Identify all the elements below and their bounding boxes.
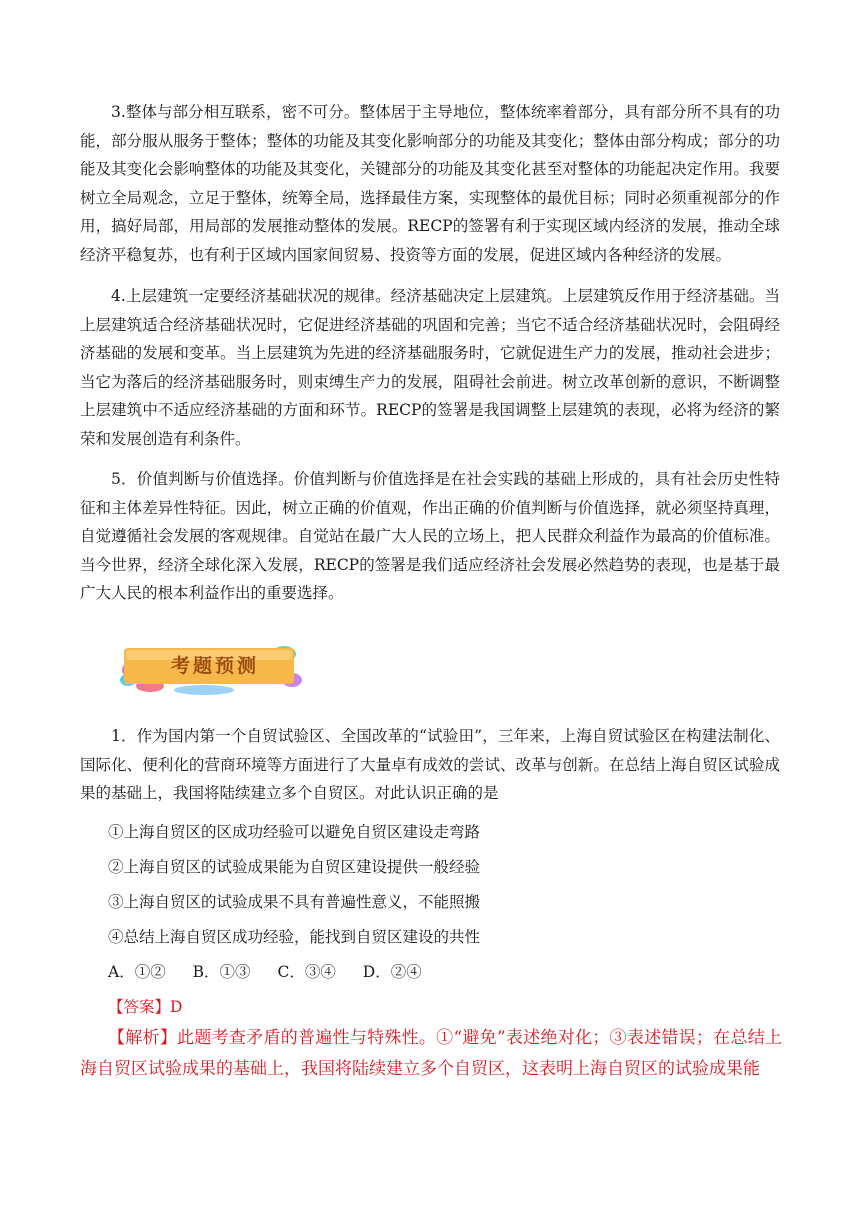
point-3-paragraph: 3.整体与部分相互联系，密不可分。整体居于主导地位，整体统率着部分，具有部分所不具有的功能，部分服从服务于整体；整体的功能及其变化影响部分的功能及其变化；整体由部分构成；部分的功能及其变化会影响整体的功能及其变化，关键部分的功能及其变化甚至对整体的功能起决定作用。我要树立全局观念，立足于整体，统筹全局，选择最佳方案，实现整体的最优目标；同时必须重视部分的作用，搞好局部，用局部的发展推动整体的发展。RECP的签署有利于实现区域内经济的发展，推动全球经济平稳复苏，也有利于区域内国家间贸易、投资等方面的发展，促进区域内各种经济的发展。 bbox=[80, 103, 780, 264]
option-c: C．③④ bbox=[277, 963, 336, 981]
analysis-text: 此题考查矛盾的普遍性与特殊性。①“避免”表述绝对化；③表述错误；在总结上海自贸区试验成果的基础上，我国将陆续建立多个自贸区，这表明上海自贸区的试验成果能 bbox=[80, 1028, 782, 1079]
answer-value: D bbox=[170, 998, 183, 1016]
statement-2: ②上海自贸区的试验成果能为自贸区建设提供一般经验 bbox=[108, 858, 481, 876]
statement-3: ③上海自贸区的试验成果不具有普遍性意义，不能照搬 bbox=[108, 893, 481, 911]
option-b: B．①③ bbox=[192, 963, 251, 981]
option-d: D．②④ bbox=[362, 963, 422, 981]
badge-label: 考题预测 bbox=[170, 655, 259, 677]
question-stem: 1．作为国内第一个自贸试验区、全国改革的“试验田”，三年来，上海自贸试验区在构建法制化、国际化、便利化的营商环境等方面进行了大量卓有成效的尝试、改革与创新。在总结上海自贸区试验成果的基础上，我国将陆续建立多个自贸区。对此认识正确的是 bbox=[80, 727, 780, 802]
statement-1: ①上海自贸区的区成功经验可以避免自贸区建设走弯路 bbox=[108, 823, 481, 841]
analysis-paragraph bbox=[80, 1023, 782, 1085]
section-badge bbox=[114, 638, 304, 698]
analysis-label: 【解析】 bbox=[108, 1028, 178, 1048]
answer-options bbox=[108, 958, 444, 986]
point-5-paragraph: 5．价值判断与价值选择。价值判断与价值选择是在社会实践的基础上形成的，具有社会历史性特征和主体差异性特征。因此，树立正确的价值观，作出正确的价值判断与价值选择，就必须坚持真理，自觉遵循社会发展的客观规律。自觉站在最广大人民的立场上，把人民群众利益作为最高的价值标准。当今世界，经济全球化深入发展，RECP的签署是我们适应经济社会发展必然趋势的表现，也是基于最广大人民的根本利益作出的重要选择。 bbox=[80, 470, 780, 602]
answer-line bbox=[108, 993, 182, 1021]
point-4-paragraph: 4.上层建筑一定要经济基础状况的规律。经济基础决定上层建筑。上层建筑反作用于经济基础。当上层建筑适合经济基础状况时，它促进经济基础的巩固和完善；当它不适合经济基础状况时，会阻碍经济基础的发展和变革。当上层建筑为先进的经济基础服务时，它就促进生产力的发展，推动社会进步；当它为落后的经济基础服务时，则束缚生产力的发展，阻碍社会前进。树立改革创新的意识，不断调整上层建筑中不适应经济基础的方面和环节。RECP的签署是我国调整上层建筑的表现，必将为经济的繁荣和发展创造有利条件。 bbox=[80, 287, 780, 448]
option-a: A．①② bbox=[108, 963, 166, 981]
answer-label: 【答案】 bbox=[108, 998, 171, 1016]
statement-4: ④总结上海自贸区成功经验，能找到自贸区建设的共性 bbox=[108, 928, 481, 946]
